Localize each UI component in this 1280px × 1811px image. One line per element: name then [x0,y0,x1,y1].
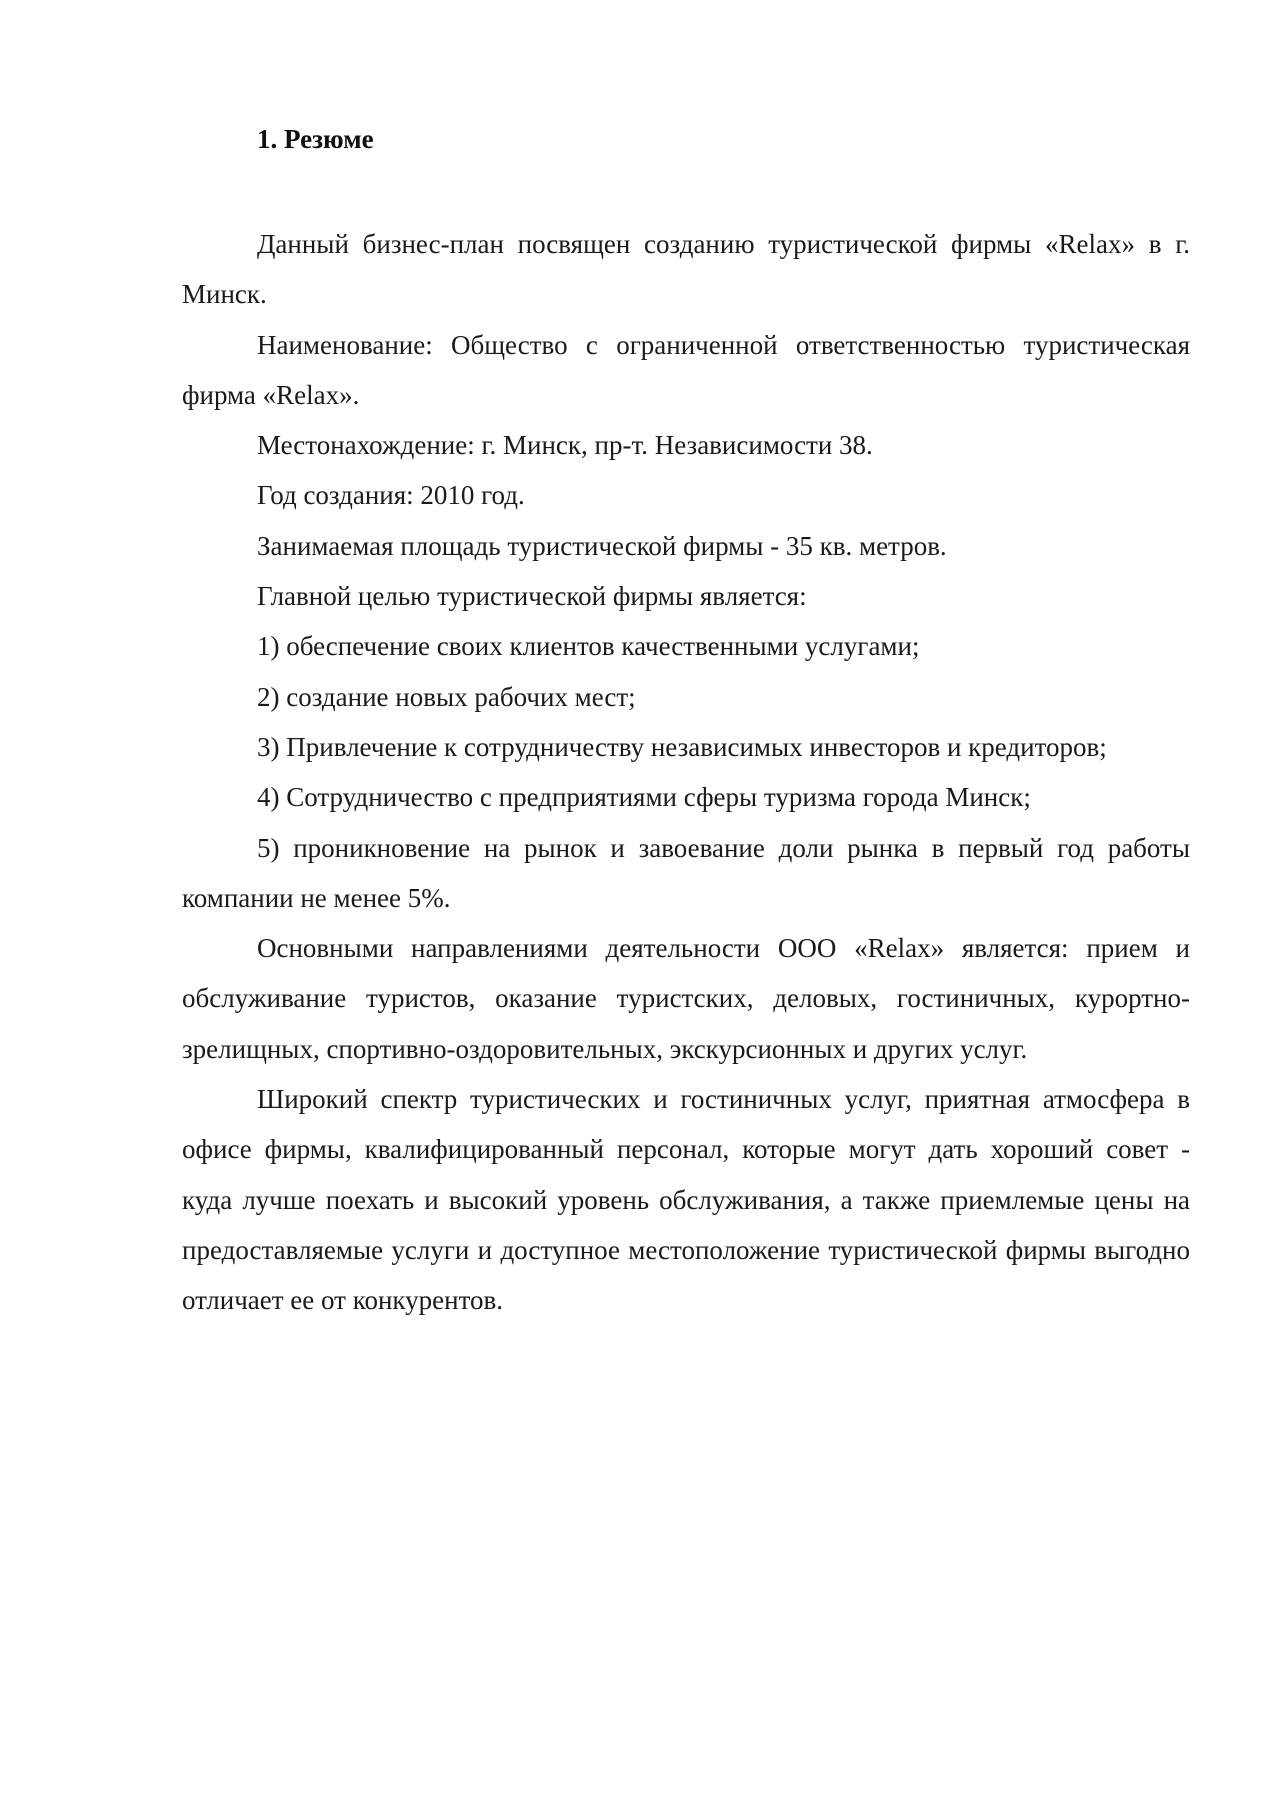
paragraph-intro: Данный бизнес-план посвящен созданию туристической фирмы «Relax» в г. Минск. [182,229,1190,310]
list-item-5: 5) проникновение на рынок и завоевание доли рынка в первый год работы компании не менее 5%. [182,832,1190,913]
paragraph-activities: Основными направлениями деятельности ООО «Relax» является: прием и обслуживание туристов, оказание туристских, деловых, гостиничных, курортно-зрелищных, спортивно-оздоровительных, экскурсионных и других услуг. [182,933,1190,1064]
paragraph-area: Занимаемая площадь туристической фирмы - 35 кв. метров. [257,530,947,561]
list-item-3: 3) Привлечение к сотрудничеству независимых инвесторов и кредиторов; [257,731,1107,762]
paragraph-location: Местонахождение: г. Минск, пр-т. Независимости 38. [257,430,873,461]
paragraph-advantages: Широкий спектр туристических и гостиничных услуг, приятная атмосфера в офисе фирмы, квалифицированный персонал, которые могут дать хороший совет - куда лучше поехать и высокий уровень обслуживания, а также приемлемые цены на предоставляемые услуги и доступное местоположение туристической фирмы выгодно отличает ее от конкурентов. [182,1084,1190,1316]
paragraph-goal: Главной целью туристической фирмы является: [257,581,807,612]
list-item-1: 1) обеспечение своих клиентов качественными услугами; [257,631,920,662]
list-item-4: 4) Сотрудничество с предприятиями сферы туризма города Минск; [257,782,1031,813]
heading-spacer [182,161,1190,219]
document-body [182,118,1190,1326]
section-heading: 1. Резюме [257,124,374,154]
paragraph-year: Год создания: 2010 год. [257,480,525,511]
paragraph-name: Наименование: Общество с ограниченной ответственностью туристическая фирма «Relax». [182,329,1190,410]
list-item-2: 2) создание новых рабочих мест; [257,681,636,712]
